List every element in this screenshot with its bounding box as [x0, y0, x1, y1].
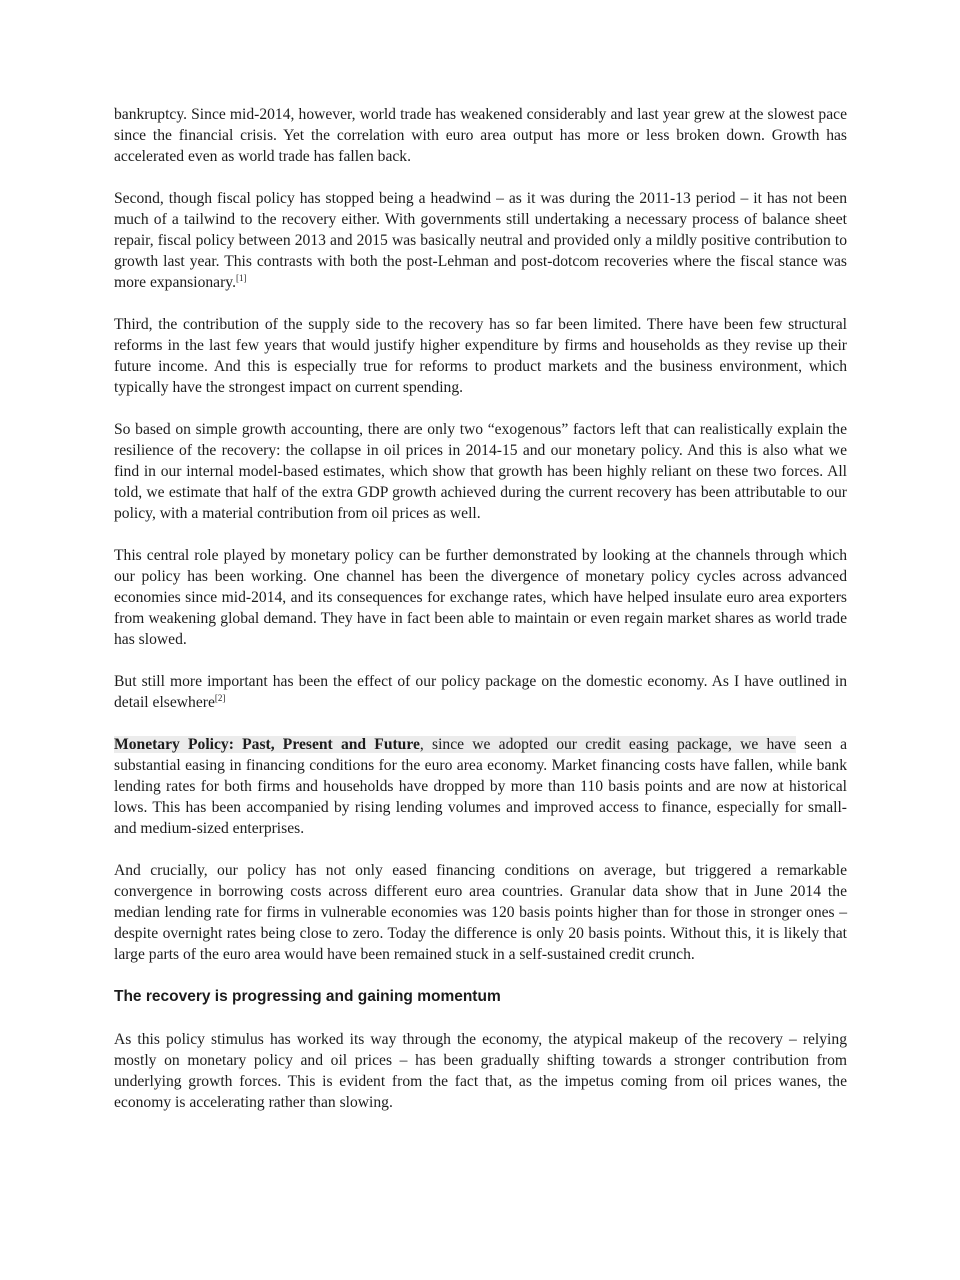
- credit-easing-first-line: , since we adopted our credit easing package, we have: [419, 736, 796, 753]
- paragraph-supply-side: Third, the contribution of the supply side to the recovery has so far been limited. There have been few structural reforms in the last few years that would justify higher expenditure by firms and households as they revise up their future income. And this is especially true for reforms to product markets and the business environment, which typically have the strongest impact on current spending.: [114, 316, 847, 396]
- paragraph-fiscal-policy-text: Second, though fiscal policy has stopped being a headwind – as it was during the 2011-13 period – it has not been much of a tailwind to the recovery either. With governments still undertaking a necessary process of balance sheet repair, fiscal policy between 2013 and 2015 was basically neutral and provided only a mildly positive contribution to growth last year. This contrasts with both the post-Lehman and post-dotcom recoveries where the fiscal stance was more expansionary.: [114, 190, 847, 291]
- document-page: [114, 104, 847, 1134]
- footnote-ref-2[interactable]: [2]: [214, 693, 226, 703]
- paragraph-fiscal-policy: [114, 188, 847, 293]
- paragraph-domestic-economy: [114, 671, 847, 713]
- paragraph-credit-easing: [114, 734, 847, 839]
- paragraph-borrowing-convergence: And crucially, our policy has not only eased financing conditions on average, but triggered a remarkable convergence in borrowing costs across different euro area countries. Granular data show that in June 2014 the median lending rate for firms in vulnerable economies was 120 basis points higher than for those in stronger ones – despite overnight rates being close to zero. Today the difference is only 20 basis points. Without this, it is likely that large parts of the euro area would have been remained stuck in a self-sustained credit crunch.: [114, 862, 847, 963]
- paragraph-growth-accounting: So based on simple growth accounting, there are only two “exogenous” factors left that can realistically explain the resilience of the recovery: the collapse in oil prices in 2014-15 and our monetary policy. And this is also what we find in our internal model-based estimates, which show that growth has been highly reliant on these two forces. All told, we estimate that half of the extra GDP growth achieved during the current recovery has been attributable to our policy, with a material contribution from oil prices as well.: [114, 421, 847, 522]
- paragraph-domestic-economy-text: But still more important has been the effect of our policy package on the domestic economy. As I have outlined in detail elsewhere: [114, 673, 847, 711]
- linked-speech-title[interactable]: Monetary Policy: Past, Present and Future: [114, 736, 420, 753]
- footnote-ref-1[interactable]: [1]: [235, 273, 247, 283]
- credit-easing-text: seen a substantial easing in financing conditions for the euro area economy. Market financing costs have fallen, while bank lending rates for both firms and households have dropped by more than 110 basis points and are now at historical lows. This has been accompanied by rising lending volumes and improved access to finance, especially for small- and medium-sized enterprises.: [114, 736, 847, 837]
- section-heading-recovery: The recovery is progressing and gaining momentum: [114, 988, 501, 1005]
- paragraph-monetary-channels: This central role played by monetary policy can be further demonstrated by looking at the channels through which our policy has been working. One channel has been the divergence of monetary policy cycles across advanced economies since mid-2014, and its consequences for exchange rates, which have helped insulate euro area exporters from weakening global demand. They have in fact been able to maintain or even regain market shares as world trade has slowed.: [114, 547, 847, 648]
- highlighted-line: [114, 736, 796, 753]
- paragraph-bankruptcy: bankruptcy. Since mid-2014, however, world trade has weakened considerably and last year grew at the slowest pace since the financial crisis. Yet the correlation with euro area output has more or less broken down. Growth has accelerated even as world trade has fallen back.: [114, 106, 847, 165]
- paragraph-policy-stimulus: As this policy stimulus has worked its way through the economy, the atypical makeup of the recovery – relying mostly on monetary policy and oil prices – has been gradually shifting towards a stronger contribution from underlying growth forces. This is evident from the fact that, as the impetus coming from oil prices wanes, the economy is accelerating rather than slowing.: [114, 1031, 847, 1111]
